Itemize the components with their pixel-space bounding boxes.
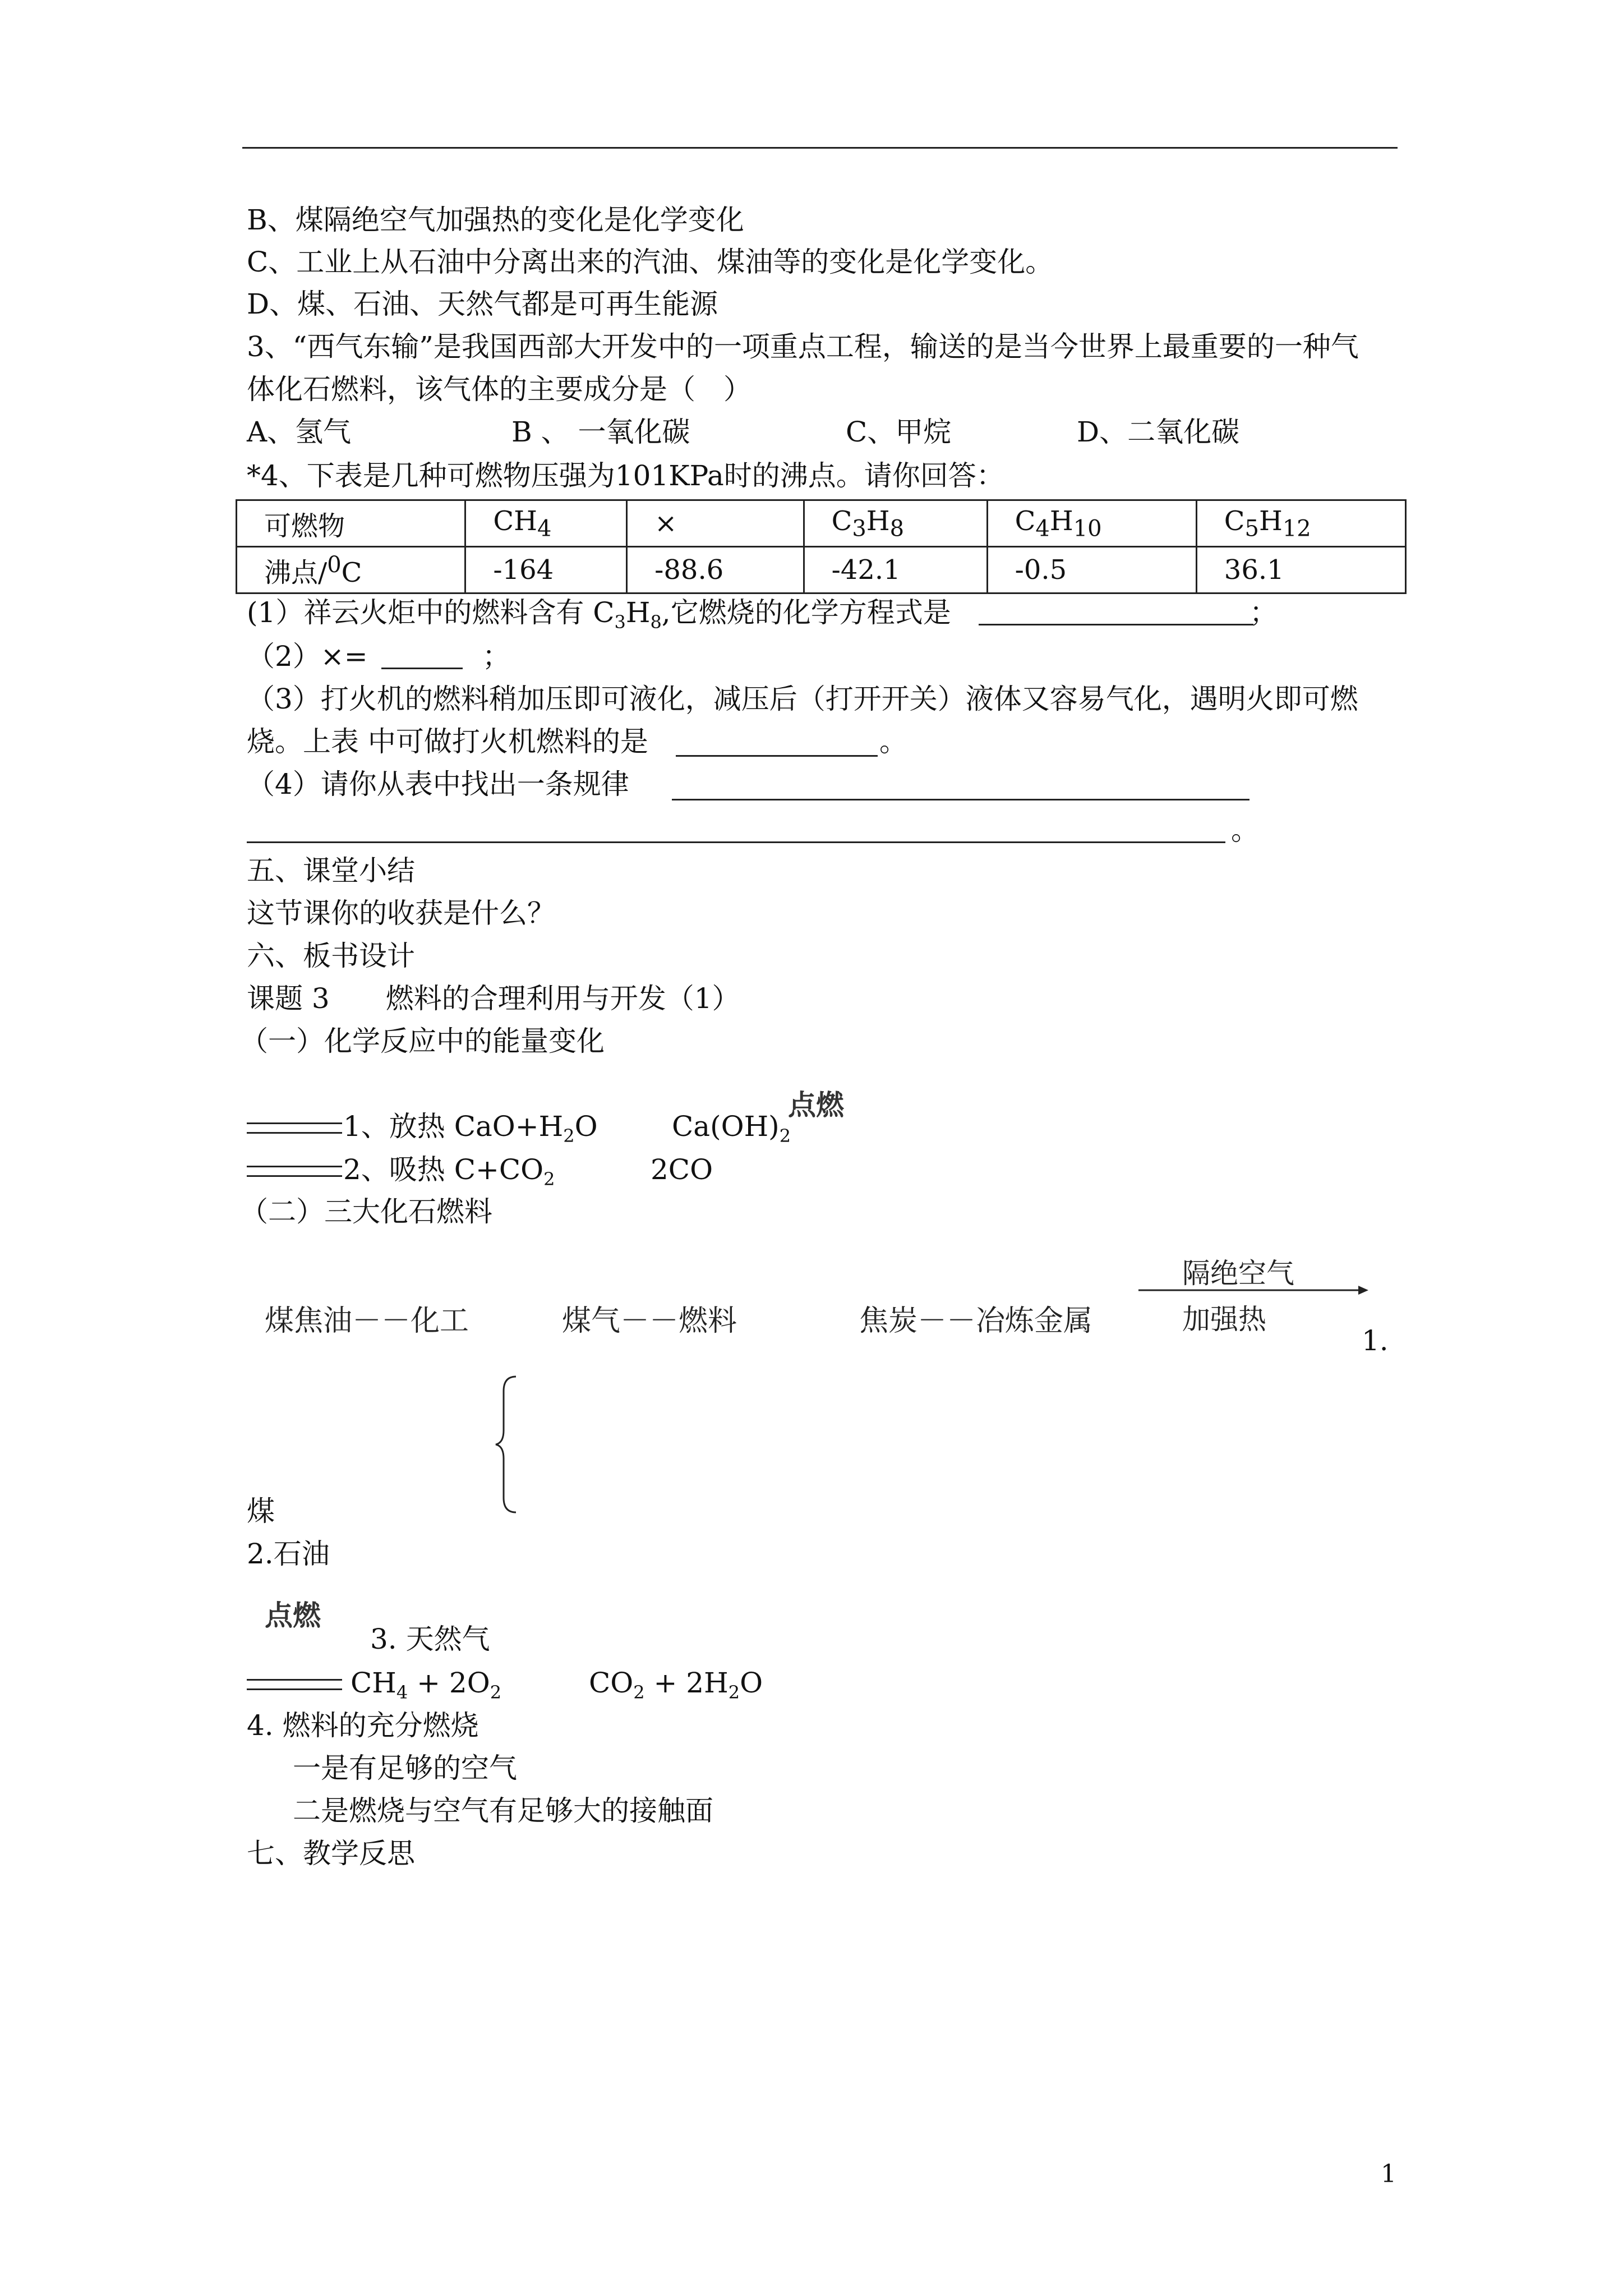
arrow-label-top: 隔绝空气 [1182, 1257, 1294, 1290]
condition-2: 二是燃烧与空气有足够大的接触面 [293, 1795, 713, 1827]
condition-1: 一是有足够的空气 [293, 1752, 517, 1784]
table-cell [987, 547, 1196, 593]
page-number: 1 [1381, 2160, 1396, 2188]
header-c5h12-sub1: 5 [1244, 516, 1259, 542]
equation-1-text: 1、放热 CaO+H [343, 1110, 564, 1143]
q4-sub2-end: ； [482, 640, 510, 673]
section-board-heading: 六、板书设计 [247, 940, 415, 972]
header-fuel: 可燃物 [264, 510, 345, 542]
ignite-label-1: 点燃 [788, 1089, 844, 1121]
q2-option-b: B、煤隔绝空气加强热的变化是化学变化 [247, 204, 744, 236]
header-ch4: CH [493, 505, 537, 537]
q4-sub1-sub2: 8 [650, 611, 662, 633]
coal-product-gas: 煤气－－燃料 [562, 1304, 737, 1338]
header-ch4-sub: 4 [537, 516, 552, 542]
answer-blank-equation[interactable] [979, 624, 1253, 625]
q4-sub1-text2: ,它燃烧的化学方程式是 [661, 596, 951, 629]
section-reflection-heading: 七、教学反思 [247, 1837, 415, 1870]
summary-question: 这节课你的收获是什么？ [247, 897, 555, 930]
table-cell [465, 500, 627, 547]
q4-sub3-line2: 烧。上表 中可做打火机燃料的是 [247, 725, 648, 758]
topic-title: 课题 3 燃料的合理利用与开发（1） [247, 982, 740, 1015]
value-c3h8: -42.1 [831, 554, 901, 586]
table-cell [627, 500, 804, 547]
q4-sub1-h: H [625, 596, 651, 629]
table-cell [237, 547, 465, 593]
subsection-fossil-fuels: （二）三大化石燃料 [240, 1195, 492, 1228]
equation-3-sub1: 4 [396, 1682, 408, 1703]
q4-sub4: （4）请你从表中找出一条规律 [247, 768, 629, 800]
q3-option-d: D、二氧化碳 [1077, 416, 1240, 448]
equation-3-o2: + 2O [408, 1667, 490, 1699]
q4-sub3-end: 。 [879, 725, 907, 758]
equation-1-o: O [574, 1110, 598, 1143]
table-cell [627, 547, 804, 593]
q2-option-c: C、工业上从石油中分离出来的汽油、煤油等的变化是化学变化。 [247, 246, 1054, 278]
table-cell [1196, 500, 1405, 547]
row-label-sup: 0 [327, 551, 342, 578]
gas-label: 3. 天然气 [370, 1623, 490, 1655]
full-combustion-heading: 4. 燃料的充分燃烧 [247, 1709, 479, 1742]
equation-3-h: + 2H [644, 1667, 728, 1699]
equation-1-product-sub: 2 [779, 1125, 791, 1147]
q4-sub4-end: 。 [1231, 814, 1259, 846]
equation-1-product [672, 1110, 791, 1153]
table-cell [237, 500, 465, 547]
section-summary-heading: 五、课堂小结 [247, 854, 415, 887]
answer-blank-lighter-fuel[interactable] [676, 755, 878, 757]
q3-line1: 3、“西气东输”是我国西部大开发中的一项重点工程，输送的是当今世界上最重要的一种气 [247, 330, 1359, 363]
equation-3 [351, 1666, 501, 1709]
q4-intro: *4、下表是几种可燃物压强为101KPa时的沸点。请你回答： [247, 459, 1004, 492]
header-c5h12-sub2: 12 [1282, 516, 1311, 542]
value-ch4: -164 [493, 554, 554, 586]
q3-line2: 体化石燃料，该气体的主要成分是（ ） [247, 373, 751, 406]
equation-2 [343, 1153, 555, 1196]
table-cell [987, 500, 1196, 547]
q4-sub1 [247, 596, 951, 639]
header-c3h8-sub1: 3 [852, 516, 866, 542]
equation-3-ch: CH [351, 1667, 396, 1699]
equation-3-o: O [740, 1667, 763, 1699]
header-c5h12-h: H [1258, 505, 1283, 537]
table-cell [804, 547, 987, 593]
equation-1-sub: 2 [563, 1125, 575, 1147]
header-unknown: × [654, 508, 677, 539]
row-label-unit: C [341, 556, 362, 588]
q4-sub2: （2）×= [247, 640, 368, 673]
answer-blank-x[interactable] [381, 668, 463, 669]
equation-3-sub4: 2 [728, 1682, 740, 1703]
coal-label: 煤 [247, 1495, 275, 1527]
q4-sub3-line1: （3）打火机的燃料稍加压即可液化，减压后（打开开关）液体又容易气化，遇明火即可燃 [247, 683, 1358, 715]
q3-option-a: A、氢气 [247, 416, 352, 448]
table-header-row [237, 500, 1406, 547]
oil-label: 2.石油 [247, 1538, 330, 1570]
answer-blank-rule-1[interactable] [672, 799, 1249, 800]
equation-3-product [589, 1666, 763, 1709]
q2-option-d: D、煤、石油、天然气都是可再生能源 [247, 288, 718, 320]
boiling-point-table [236, 499, 1407, 594]
header-c4h10-h: H [1049, 505, 1073, 537]
table-cell [465, 547, 627, 593]
header-c4h10-c: C [1015, 505, 1036, 537]
ignite-label-2: 点燃 [265, 1599, 321, 1632]
header-c4h10-sub2: 10 [1073, 516, 1102, 542]
equation-1-product-text: Ca(OH) [672, 1110, 780, 1143]
equation-bars-2 [247, 1166, 342, 1177]
equation-2-text: 2、吸热 C+CO [343, 1153, 544, 1186]
value-unknown: -88.6 [654, 554, 724, 586]
value-c4h10: -0.5 [1015, 554, 1067, 586]
equation-bars-3 [247, 1679, 342, 1690]
equation-3-co: CO [589, 1667, 634, 1699]
equation-2-sub: 2 [543, 1168, 555, 1190]
table-row [237, 547, 1406, 593]
header-c3h8-c: C [831, 505, 852, 537]
equation-3-sub3: 2 [633, 1682, 645, 1703]
q4-sub1-end: ； [1249, 596, 1278, 629]
header-c4h10-sub1: 4 [1035, 516, 1050, 542]
value-c5h12: 36.1 [1224, 554, 1284, 586]
equation-bars-1 [247, 1122, 342, 1134]
arrow-label-bottom: 加强热 [1182, 1303, 1266, 1336]
subsection-energy: （一）化学反应中的能量变化 [240, 1025, 605, 1057]
row-label: 沸点/ [264, 556, 328, 588]
equation-1 [343, 1110, 598, 1153]
table-cell [804, 500, 987, 547]
q4-sub1-text: (1）祥云火炬中的燃料含有 C [247, 596, 615, 629]
q3-option-b: B 、 一氧化碳 [511, 416, 690, 448]
header-c3h8-sub2: 8 [889, 516, 905, 542]
q3-option-c: C、甲烷 [846, 416, 952, 448]
curly-brace-icon [494, 1374, 522, 1515]
table-cell [1196, 547, 1405, 593]
header-c5h12-c: C [1224, 505, 1245, 537]
header-rule [242, 147, 1398, 149]
header-c3h8-h: H [866, 505, 890, 537]
coal-product-coke: 焦炭－－冶炼金属 [859, 1304, 1093, 1338]
equation-3-sub2: 2 [490, 1682, 502, 1703]
equation-2-product: 2CO [651, 1153, 713, 1186]
list-number-1: 1. [1362, 1324, 1389, 1357]
q4-sub1-sub1: 3 [614, 611, 626, 633]
coal-product-tar: 煤焦油－－化工 [265, 1304, 469, 1338]
answer-blank-rule-2[interactable] [247, 841, 1225, 843]
